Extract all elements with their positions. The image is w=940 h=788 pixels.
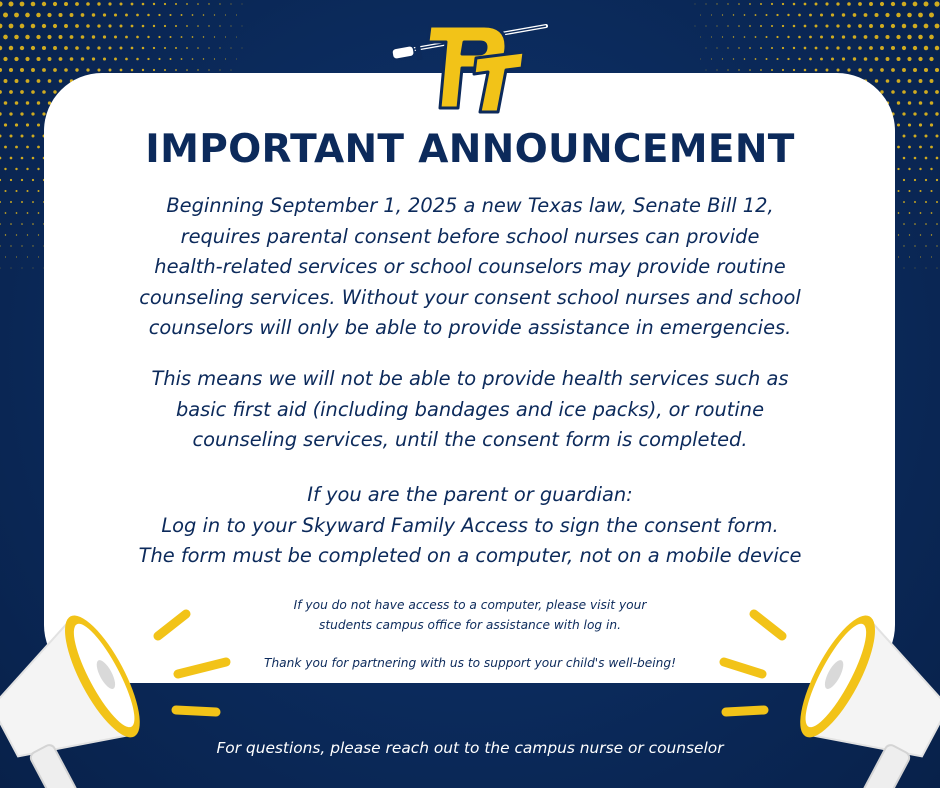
paragraph-line: counselors will only be able to provide assistance in emergencies. [148,316,792,339]
paragraph-line: If you are the parent or guardian: [307,483,633,506]
paragraph-line: Log in to your Skyward Family Access to sign the consent form. [161,513,779,537]
paragraph-line: This means we will not be able to provide health services such as [151,367,789,390]
paragraph-line: health-related services or school counselors may provide routine [154,255,786,278]
paragraph-line: counseling services, until the consent form is completed. [192,428,748,451]
page-title: IMPORTANT ANNOUNCEMENT [145,127,795,172]
megaphone-icon-left [0,600,240,788]
megaphone-icon-right [700,600,940,788]
logo-text: PT [458,102,460,103]
paragraph-line: requires parental consent before school nurses can provide [180,224,760,248]
paragraph-line: counseling services. Without your consent school nurses and school [139,285,801,309]
paragraph-new-law [0,191,940,344]
school-logo [388,12,552,116]
paragraph-consequences [0,364,940,456]
paragraph-line: basic first aid (including bandages and ice packs), or routine [175,397,765,421]
paragraph-instructions [0,480,940,572]
paragraph-line: The form must be completed on a computer, not on a mobile device [138,544,802,567]
footer-contact-text: For questions, please reach out to the campus nurse or counselor [216,739,724,757]
paragraph-line: Beginning September 1, 2025 a new Texas law, Senate Bill 12, [166,194,774,217]
note-line: students campus office for assistance with log in. [319,618,621,632]
thanks-line: Thank you for partnering with us to support your child's well-being! [264,656,676,670]
note-line: If you do not have access to a computer, please visit your [293,598,647,612]
